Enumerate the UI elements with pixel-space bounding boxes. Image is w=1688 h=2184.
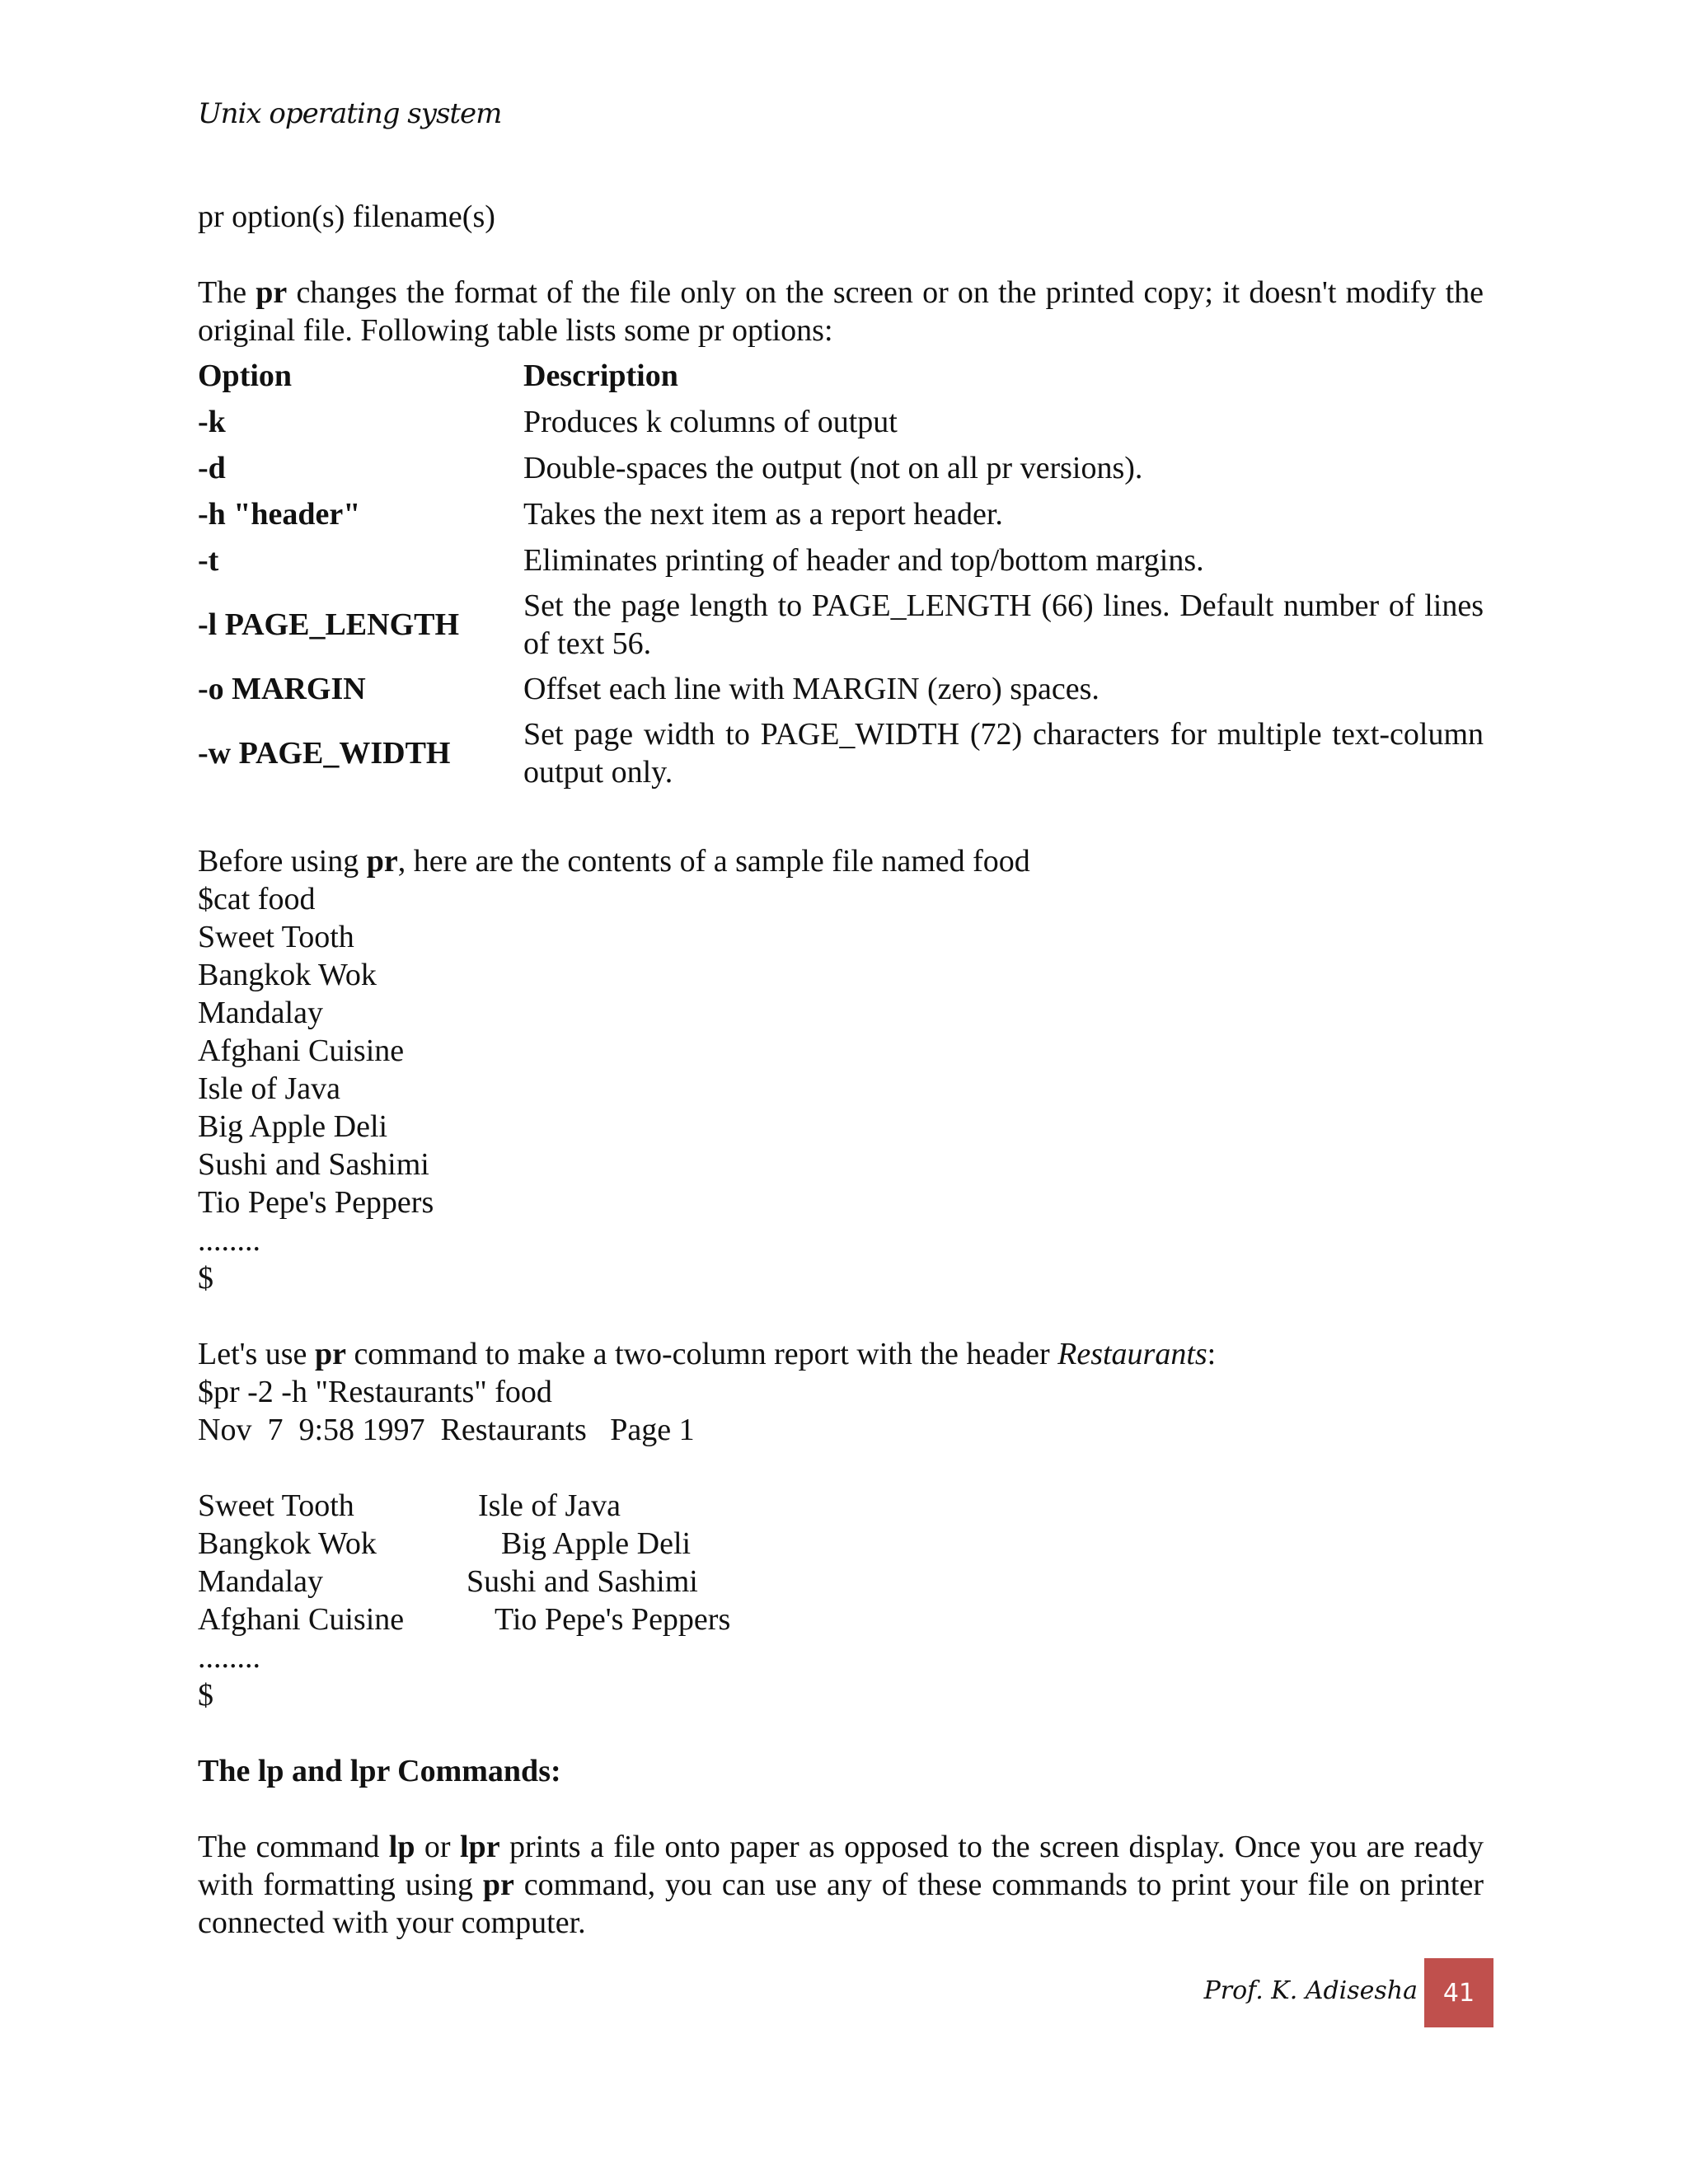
list-item: Sushi and Sashimi xyxy=(198,1147,429,1182)
table-row xyxy=(198,712,1484,794)
list-item: Big Apple Deli xyxy=(198,1109,388,1144)
right-column-item: Sushi and Sashimi xyxy=(467,1564,698,1599)
option-cell: -w PAGE_WIDTH xyxy=(198,736,451,771)
report-prompt: $ xyxy=(198,1678,213,1713)
option-cell: -l PAGE_LENGTH xyxy=(198,607,460,642)
left-column-item: Bangkok Wok xyxy=(198,1526,377,1561)
description-cell: Set page width to PAGE_WIDTH (72) characters for multiple text-column output only. xyxy=(523,717,1484,790)
sample-intro-paragraph: Before using pr, here are the contents of a sample file named food xyxy=(198,844,1030,879)
section-title: The lp and lpr Commands: xyxy=(198,1754,561,1788)
cat-output-block xyxy=(198,880,1484,1297)
list-item: Afghani Cuisine xyxy=(198,1033,405,1068)
option-cell: -o MARGIN xyxy=(198,672,366,706)
list-item: ........ xyxy=(198,1223,260,1258)
page-footer xyxy=(0,1958,1688,2027)
list-item: Tio Pepe's Peppers xyxy=(198,1185,434,1220)
option-cell: -t xyxy=(198,543,219,578)
table-row xyxy=(198,1525,1484,1563)
lp-paragraph: The command lp or lpr prints a file onto paper as opposed to the screen display. Once you are ready with formatting using pr command, you can use any of these commands to print your file on printer connected with your computer. xyxy=(198,1830,1484,1940)
description-cell: Produces k columns of output xyxy=(523,405,898,439)
table-row xyxy=(198,399,1484,445)
left-column-item: Mandalay xyxy=(198,1564,323,1599)
option-cell: -d xyxy=(198,451,226,485)
report-ellipsis: ........ xyxy=(198,1640,260,1675)
table-row xyxy=(198,1601,1484,1638)
table-row xyxy=(198,537,1484,583)
list-item: Bangkok Wok xyxy=(198,958,377,992)
table-row xyxy=(198,1563,1484,1601)
table-row xyxy=(198,491,1484,537)
syntax-line: pr option(s) filename(s) xyxy=(198,199,495,234)
option-cell: -h "header" xyxy=(198,497,361,532)
list-item: $ xyxy=(198,1261,213,1296)
description-cell: Eliminates printing of header and top/bottom margins. xyxy=(523,543,1204,578)
list-item: Isle of Java xyxy=(198,1071,341,1106)
right-column-item: Tio Pepe's Peppers xyxy=(495,1602,731,1637)
right-column-item: Isle of Java xyxy=(478,1488,621,1523)
page-header-title: Unix operating system xyxy=(198,97,502,130)
page-number-badge: 41 xyxy=(1424,1958,1493,2027)
table-row xyxy=(198,1487,1484,1525)
report-intro-paragraph: Let's use pr command to make a two-column report with the header Restaurants: xyxy=(198,1337,1217,1371)
footer-author: Prof. K. Adisesha xyxy=(1203,1976,1418,2005)
table-header-option: Option xyxy=(198,359,293,393)
pr-header-line: Nov 7 9:58 1997 Restaurants Page 1 xyxy=(198,1413,695,1447)
description-cell: Takes the next item as a report header. xyxy=(523,497,1003,532)
options-table xyxy=(198,353,1484,794)
description-cell: Double-spaces the output (not on all pr versions). xyxy=(523,451,1143,485)
table-row xyxy=(198,666,1484,712)
table-header-row xyxy=(198,353,1484,399)
document-body xyxy=(198,198,1484,1942)
pr-command-line: $pr -2 -h "Restaurants" food xyxy=(198,1375,552,1409)
list-item: $cat food xyxy=(198,882,316,916)
table-row xyxy=(198,445,1484,491)
list-item: Sweet Tooth xyxy=(198,920,354,954)
description-cell: Set the page length to PAGE_LENGTH (66) lines. Default number of lines of text 56. xyxy=(523,588,1484,661)
table-row xyxy=(198,583,1484,666)
left-column-item: Afghani Cuisine xyxy=(198,1602,405,1637)
right-column-item: Big Apple Deli xyxy=(501,1526,692,1561)
list-item: Mandalay xyxy=(198,996,323,1030)
table-header-description: Description xyxy=(523,359,678,393)
left-column-item: Sweet Tooth xyxy=(198,1488,354,1523)
two-column-output xyxy=(198,1487,1484,1638)
description-cell: Offset each line with MARGIN (zero) spaces. xyxy=(523,672,1100,706)
intro-paragraph: The pr changes the format of the file only on the screen or on the printed copy; it doesn't modify the original file. Following table lists some pr options: xyxy=(198,275,1484,348)
option-cell: -k xyxy=(198,405,226,439)
